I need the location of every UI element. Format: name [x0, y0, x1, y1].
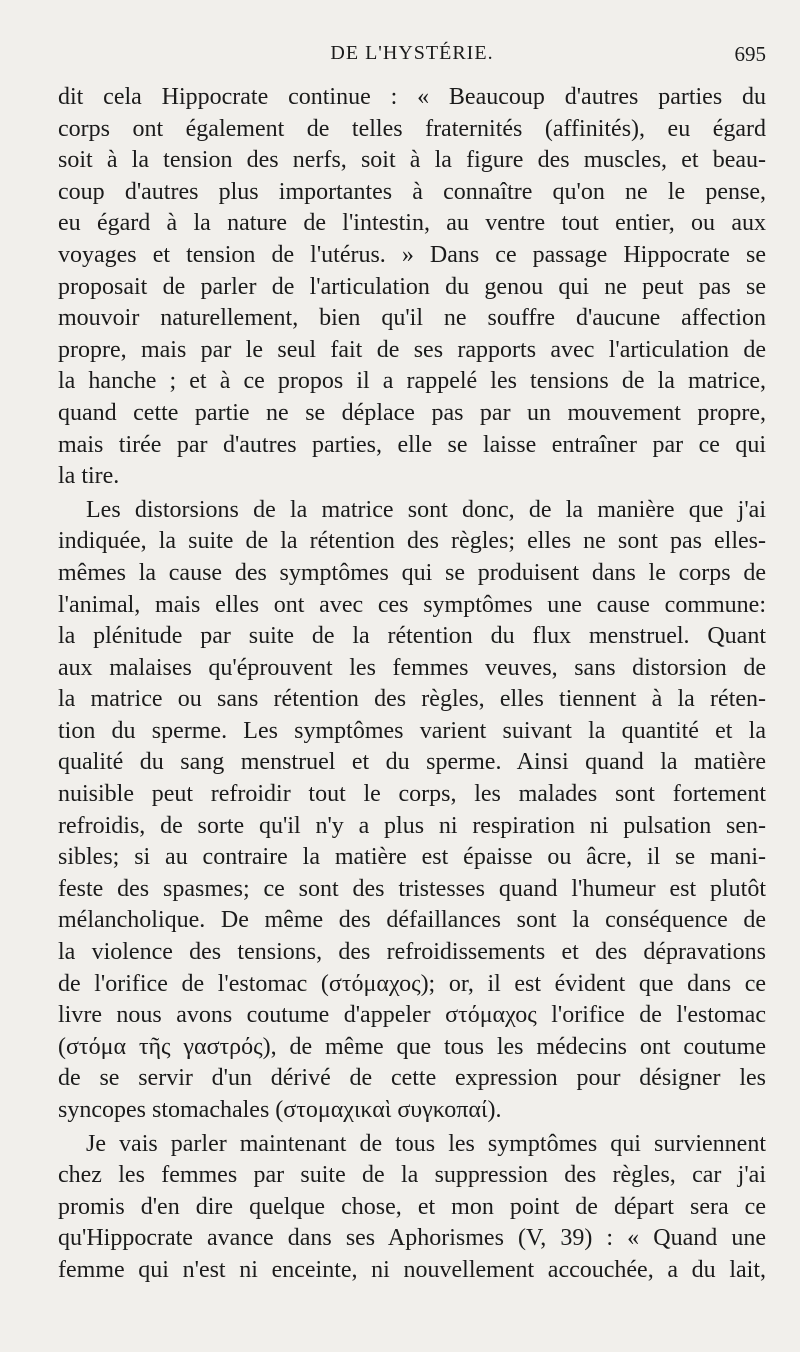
- paragraph-1: [58, 82, 766, 493]
- text-line: feste des spasmes; ce sont des tristesses quand l'humeur est plutôt: [58, 875, 766, 902]
- text-line: la violence des tensions, des refroidissements et des dépravations: [58, 939, 766, 966]
- text-line: voyages et tension de l'utérus. » Dans ce passage Hippocrate se: [58, 241, 766, 268]
- body-text: [58, 82, 766, 1287]
- text-line: eu égard à la nature de l'intestin, au ventre tout entier, ou aux: [58, 210, 766, 237]
- text-line: refroidis, de sorte qu'il n'y a plus ni respiration ni pulsation sen-: [58, 812, 766, 839]
- text-line: mélancholique. De même des défaillances sont la conséquence de: [58, 907, 766, 934]
- text-line: chez les femmes par suite de la suppression des règles, car j'ai: [58, 1162, 766, 1189]
- text-line: (στόμα τῆς γαστρός), de même que tous les médecins ont coutume: [58, 1033, 766, 1060]
- text-line: syncopes stomachales (στομαχικαὶ συγκοπαί).: [58, 1097, 502, 1123]
- text-line: qu'Hippocrate avance dans ses Aphorismes (V, 39) : « Quand une: [58, 1225, 766, 1252]
- paragraph-3: [58, 1129, 766, 1287]
- text-line: l'animal, mais elles ont avec ces symptômes une cause commune:: [58, 591, 766, 618]
- text-line: corps ont également de telles fraternités (affinités), eu égard: [58, 115, 766, 142]
- text-line: la tire.: [58, 463, 120, 490]
- text-line: qualité du sang menstruel et du sperme. Ainsi quand la matière: [58, 749, 766, 776]
- text-line: la matrice ou sans rétention des règles, elles tiennent à la réten-: [58, 686, 766, 713]
- page-number: 695: [734, 42, 766, 66]
- text-line: dit cela Hippocrate continue : « Beaucoup d'autres parties du: [58, 84, 766, 110]
- text-line: coup d'autres plus importantes à connaître qu'on ne le pense,: [58, 178, 766, 205]
- text-line: sibles; si au contraire la matière est épaisse ou âcre, il se mani-: [58, 844, 766, 871]
- text-line: Je vais parler maintenant de tous les symptômes qui surviennent: [86, 1130, 766, 1157]
- text-line: Les distorsions de la matrice sont donc, de la manière que j'ai: [86, 496, 766, 523]
- text-line: la hanche ; et à ce propos il a rappelé les tensions de la matrice,: [58, 368, 766, 395]
- text-line: soit à la tension des nerfs, soit à la figure des muscles, et beau-: [58, 147, 766, 174]
- text-line: livre nous avons coutume d'appeler στόμαχος l'orifice de l'estomac: [58, 1002, 766, 1029]
- text-line: promis d'en dire quelque chose, et mon point de départ sera ce: [58, 1193, 766, 1220]
- text-line: mêmes la cause des symptômes qui se produisent dans le corps de: [58, 559, 766, 586]
- text-line: propre, mais par le seul fait de ses rapports avec l'articulation de: [58, 336, 766, 363]
- page-header: [58, 42, 766, 76]
- paragraph-2: [58, 495, 766, 1127]
- text-line: aux malaises qu'éprouvent les femmes veuves, sans distorsion de: [58, 654, 766, 681]
- text-line: de se servir d'un dérivé de cette expression pour désigner les: [58, 1065, 766, 1092]
- text-line: de l'orifice de l'estomac (στόμαχος); or, il est évident que dans ce: [58, 970, 766, 997]
- text-line: indiquée, la suite de la rétention des règles; elles ne sont pas elles-: [58, 528, 766, 555]
- text-line: mais tirée par d'autres parties, elle se laisse entraîner par ce qui: [58, 431, 766, 458]
- text-line: mouvoir naturellement, bien qu'il ne souffre d'aucune affection: [58, 305, 766, 332]
- text-line: quand cette partie ne se déplace pas par un mouvement propre,: [58, 399, 766, 426]
- text-line: la plénitude par suite de la rétention du flux menstruel. Quant: [58, 623, 766, 650]
- text-line: femme qui n'est ni enceinte, ni nouvellement accouchée, a du lait,: [58, 1256, 766, 1283]
- text-line: tion du sperme. Les symptômes varient suivant la quantité et la: [58, 717, 766, 744]
- text-line: nuisible peut refroidir tout le corps, les malades sont fortement: [58, 781, 766, 808]
- running-title: DE L'HYSTÉRIE.: [330, 42, 494, 64]
- text-line: proposait de parler de l'articulation du genou qui ne peut pas se: [58, 273, 766, 300]
